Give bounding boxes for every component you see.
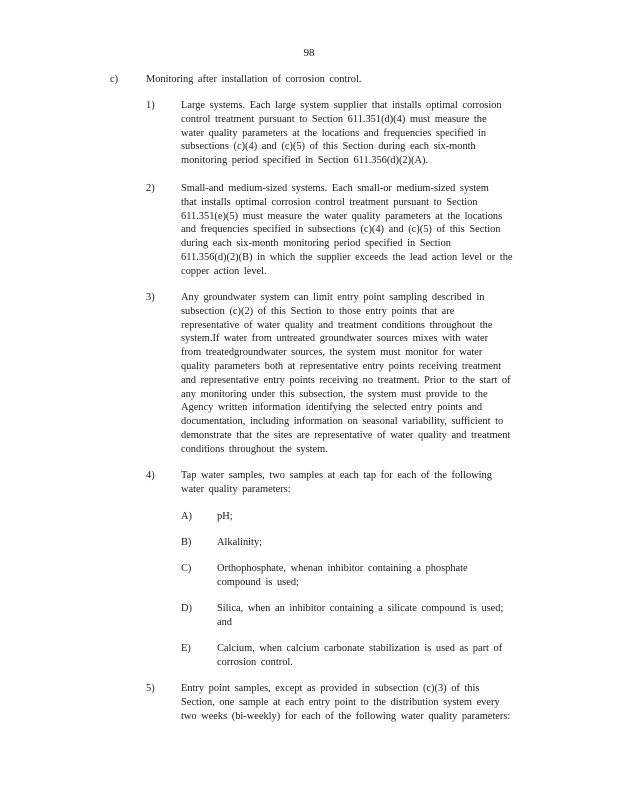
paragraph-line: and frequencies specified in subsections (c)(4) and (c)(5) of this Section [181,224,501,236]
paragraph-line: demonstrate that the sites are representative of water quality and treatment [181,429,511,441]
section-marker: c) [110,74,119,85]
paragraph-line: and representative entry points receiving no treatment. Prior to the start of [181,374,511,386]
subitem-marker: B) [181,537,192,548]
subitem-text [217,642,537,670]
paragraph-line: system.If water from untreated groundwater sources mixes with water [181,333,489,345]
subitem-marker: A) [181,511,192,522]
item-paragraph [181,99,541,168]
item-marker: 3) [146,292,155,303]
paragraph-line: corrosion control. [217,656,293,668]
item-paragraph [181,291,545,457]
paragraph-line: water quality parameters: [181,483,291,495]
subitem-marker: E) [181,643,191,654]
paragraph-line: Entry point samples, except as provided in subsection (c)(3) of this [181,683,480,694]
paragraph-line: quality parameters both at representative entry points receiving treatment [181,360,502,372]
paragraph-line: Calcium, when calcium carbonate stabilization is used as part of [217,643,503,654]
paragraph-line: that installs optimal corrosion control treatment pursuant to Section [181,196,478,208]
paragraph-line: Tap water samples, two samples at each tap for each of the following [181,470,492,481]
paragraph-line: copper action level. [181,265,267,277]
paragraph-line: Silica, when an inhibitor containing a silicate compound is used; [217,603,504,614]
paragraph-line: subsection (c)(2) of this Section to those entry points that are [181,305,455,317]
paragraph-line: two weeks (bi-weekly) for each of the following water quality parameters: [181,710,511,722]
paragraph-line: Large systems. Each large system supplier that installs optimal corrosion [181,100,502,111]
paragraph-line: subsections (c)(4) and (c)(5) of this Section during each six-month [181,141,476,153]
section-title: Monitoring after installation of corrosion control. [146,74,362,85]
paragraph-line: compound is used; [217,576,299,588]
paragraph-line: any monitoring under this subsection, the system must provide to the [181,388,488,400]
paragraph-line: control treatment pursuant to Section 611.351(d)(4) must measure the [181,113,487,125]
subitem-text [217,602,537,630]
paragraph-line: 611.356(d)(2)(B) in which the supplier exceeds the lead action level or the [181,251,513,263]
item-marker: 2) [146,183,155,194]
subitem-marker: D) [181,603,192,614]
item-paragraph [181,682,541,723]
subitem-text [217,536,537,550]
subitem-text [217,510,537,524]
item-paragraph [181,469,541,497]
paragraph-line: during each six-month monitoring period specified in Section [181,238,451,250]
paragraph-line: Orthophosphate, whenan inhibitor containing a phosphate [217,563,468,574]
paragraph-line: pH; [217,511,233,522]
paragraph-line: and [217,616,233,628]
item-marker: 1) [146,100,155,111]
item-paragraph [181,182,543,279]
paragraph-line: Any groundwater system can limit entry point sampling described in [181,292,485,303]
paragraph-line: monitoring period specified in Section 611.356(d)(2)(A). [181,155,429,167]
paragraph-line: Small-and medium-sized systems. Each small-or medium-sized system [181,183,489,194]
paragraph-line: conditions throughout the system. [181,443,328,455]
paragraph-line: water quality parameters at the locations and frequencies specified in [181,127,487,139]
paragraph-line: 611.351(e)(5) must measure the water quality parameters at the locations [181,210,503,222]
item-marker: 5) [146,683,155,694]
paragraph-line: Alkalinity; [217,537,263,548]
paragraph-line: from treatedgroundwater sources, the system must monitor for water [181,347,483,359]
paragraph-line: representative of water quality and treatment conditions throughout the [181,319,493,331]
subitem-marker: C) [181,563,192,574]
paragraph-line: Agency written information identifying the selected entry points and [181,402,483,414]
paragraph-line: documentation, including information on seasonal variability, sufficient to [181,416,504,428]
page-number: 98 [303,47,315,59]
paragraph-line: Section, one sample at each entry point to the distribution system every [181,696,500,708]
subitem-text [217,562,537,590]
item-marker: 4) [146,470,155,481]
